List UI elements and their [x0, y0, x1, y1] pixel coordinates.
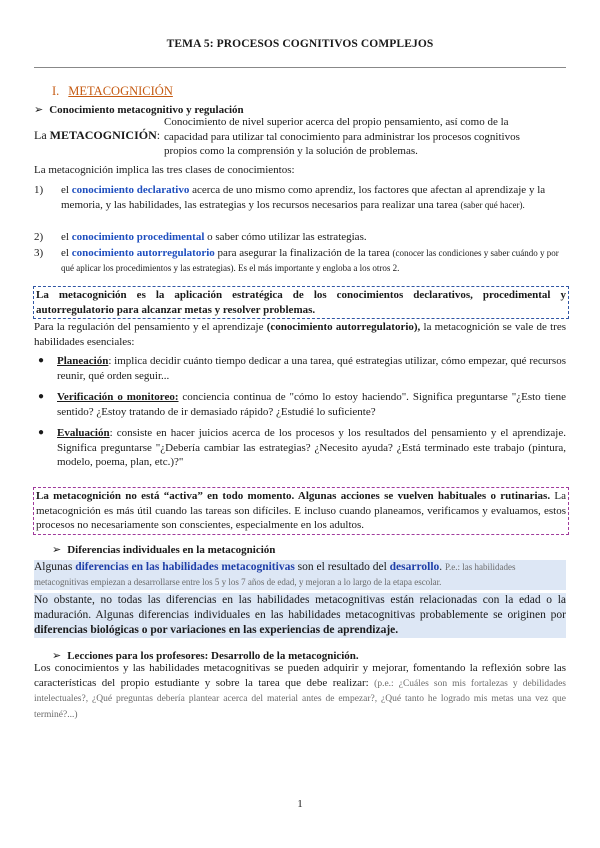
biological-paragraph — [34, 593, 566, 638]
list-item-note: (saber qué hacer). — [460, 199, 525, 210]
definition-line-3: propios como la comprensión y la solución de problemas. — [164, 145, 418, 157]
subsection-heading-diferencias — [52, 540, 275, 558]
list-number: 1) — [34, 184, 44, 196]
regulation-intro-post: la metacognición se vale de tres habilidades esenciales: — [34, 321, 566, 348]
skill-term: Verificación o monitoreo: — [57, 391, 179, 403]
development-note: P.e.: las habilidades metacognitivas empiezan a desarrollarse entre los 5 y los 7 años de edad, y mejoran a lo largo de la etapa escolar. — [34, 562, 516, 587]
list-item — [34, 230, 566, 245]
list-item-body: o saber cómo utilizar las estrategias. — [204, 231, 367, 243]
term-procedimental: conocimiento procedimental — [71, 231, 205, 243]
definition-term-prefix: La — [34, 128, 50, 142]
list-item-body: acerca de uno mismo como aprendiz, los factores que afectan al aprendizaje y la memoria, y las habilidades, las estrategias y los recursos necesarios para realizar una tarea — [61, 184, 546, 211]
skill-body: conciencia continua de "cómo lo estoy haciendo". Significa preguntarse "¿Esto tiene sentido? ¿Estoy tratando de ir demasiado rápido? ¿Estudié lo suficiente? — [57, 391, 566, 418]
term-declarativo: conocimiento declarativo — [71, 184, 190, 196]
list-item — [38, 390, 566, 419]
definition-term-word: METACOGNICIÓN — [49, 128, 157, 142]
key-definition-box: La metacognición es la aplicación estratégica de los conocimientos declarativos, procedimental y autorregulatorio para alcanzar metas y resolver problemas. — [33, 286, 569, 319]
section-heading-metacognicion — [52, 84, 173, 99]
list-item-text — [38, 426, 566, 470]
arrow-bullet-icon: ➢ — [52, 544, 62, 556]
development-paragraph — [34, 560, 566, 590]
kinds-intro: La metacognición implica las tres clases de conocimientos: — [34, 164, 295, 176]
list-item-text — [38, 354, 566, 383]
skill-term: Planeación — [57, 355, 109, 367]
lessons-text: Los conocimientos y las habilidades metacognitivas se pueden adquirir y mejorar, fomentando la reflexión sobre las características del propio estudiante y sobre la tarea que debe realizar: — [34, 662, 566, 689]
skill-body: : implica decidir cuánto tiempo dedicar a una tarea, qué estrategias utilizar, cómo empezar, qué recursos reunir, qué orden seguir... — [57, 355, 566, 382]
lessons-paragraph — [34, 661, 566, 722]
definition-line-1: Conocimiento de nivel superior acerca del propio pensamiento, así como de la — [164, 116, 509, 128]
list-item — [38, 354, 566, 383]
regulation-intro — [34, 320, 566, 349]
list-number: 2) — [34, 231, 44, 243]
lessons-note: (p.e.: ¿Cuáles son mis fortalezas y debilidades intelectuales?, ¿Qué preguntas debería plantear acerca del material antes de empezar?, ¿Qué tanto he logrado mis metas una vez que terminé?...) — [34, 678, 566, 720]
regulation-intro-bold: (conocimiento autorregulatorio), — [266, 321, 421, 333]
title-divider — [34, 67, 566, 68]
definition-term-suffix: : — [156, 128, 161, 142]
list-item-body: para asegurar la finalización de la tarea — [214, 247, 393, 259]
list-item — [34, 246, 566, 275]
skill-body: : consiste en hacer juicios acerca de los procesos y los resultados del pensamiento y el aprendizaje. Significa preguntarse "¿Debería cambiar las estrategias? ¿Necesito ayuda? ¿Está terminado este trabajo (pintura, modelo, poema, plan, etc.)?" — [57, 427, 566, 468]
bullet-icon: ● — [38, 355, 45, 366]
page-number: 1 — [297, 798, 303, 810]
development-pre: Algunas — [34, 561, 76, 573]
list-item — [38, 426, 566, 470]
document-title: TEMA 5: PROCESOS COGNITIVOS COMPLEJOS — [166, 38, 434, 50]
definition-term — [34, 128, 160, 143]
term-autorregulatorio: conocimiento autorregulatorio — [71, 247, 215, 259]
list-item-text — [34, 183, 566, 212]
skill-term: Evaluación — [57, 427, 110, 439]
biological-text: No obstante, no todas las diferencias en las habilidades metacognitivas están relacionadas con la edad o la maduración. Algunas diferencias individuales en las habilidades metacognitivas probablemente se originen por — [34, 594, 566, 621]
list-item-note: (conocer las condiciones y saber cuándo y por qué aplicar los procedimientos y las estrategias). Es el más importante y engloba a los otros 2. — [61, 248, 559, 273]
biological-bold: diferencias biológicas o por variaciones en las experiencias de aprendizaje. — [34, 624, 399, 636]
bullet-icon: ● — [38, 427, 45, 438]
list-item-text — [34, 230, 566, 245]
note-box-text: La metacognición es más útil cuando las tareas son difíciles. E incluso cuando planeamos, verificamos y evaluamos, estos procesos no necesariamente son conscientes, especialmente en los adultos. — [36, 490, 566, 531]
list-item-pre: el — [61, 247, 72, 259]
list-item-text — [38, 390, 566, 419]
section-number: I. — [52, 84, 60, 98]
metacognition-note-box — [33, 487, 569, 535]
list-item — [34, 183, 566, 212]
arrow-bullet-icon: ➢ — [52, 650, 62, 662]
subsection-title: Diferencias individuales en la metacognición — [67, 544, 276, 556]
term-desarrollo: desarrollo — [389, 561, 440, 573]
term-diferencias: diferencias en las habilidades metacognitivas — [75, 561, 295, 573]
subsection-title: Lecciones para los profesores: Desarrollo de la metacognición. — [67, 650, 359, 662]
list-item-pre: el — [61, 184, 72, 196]
subsection-title: Conocimiento metacognitivo y regulación — [49, 104, 244, 116]
development-post: . — [439, 561, 446, 573]
regulation-intro-pre: Para la regulación del pensamiento y el aprendizaje — [34, 321, 267, 333]
list-item-pre: el — [61, 231, 72, 243]
development-mid: son el resultado del — [294, 561, 390, 573]
list-item-text — [34, 246, 566, 275]
list-number: 3) — [34, 247, 44, 259]
note-box-bold: La metacognición no está “activa” en todo momento. Algunas acciones se vuelven habituales o rutinarias. — [36, 490, 551, 502]
section-title: METACOGNICIÓN — [68, 84, 173, 98]
bullet-icon: ● — [38, 391, 45, 402]
definition-body — [164, 115, 564, 159]
arrow-bullet-icon: ➢ — [34, 104, 44, 116]
definition-line-2: capacidad para utilizar tal conocimiento para administrar los procesos cognitivos — [164, 130, 520, 143]
